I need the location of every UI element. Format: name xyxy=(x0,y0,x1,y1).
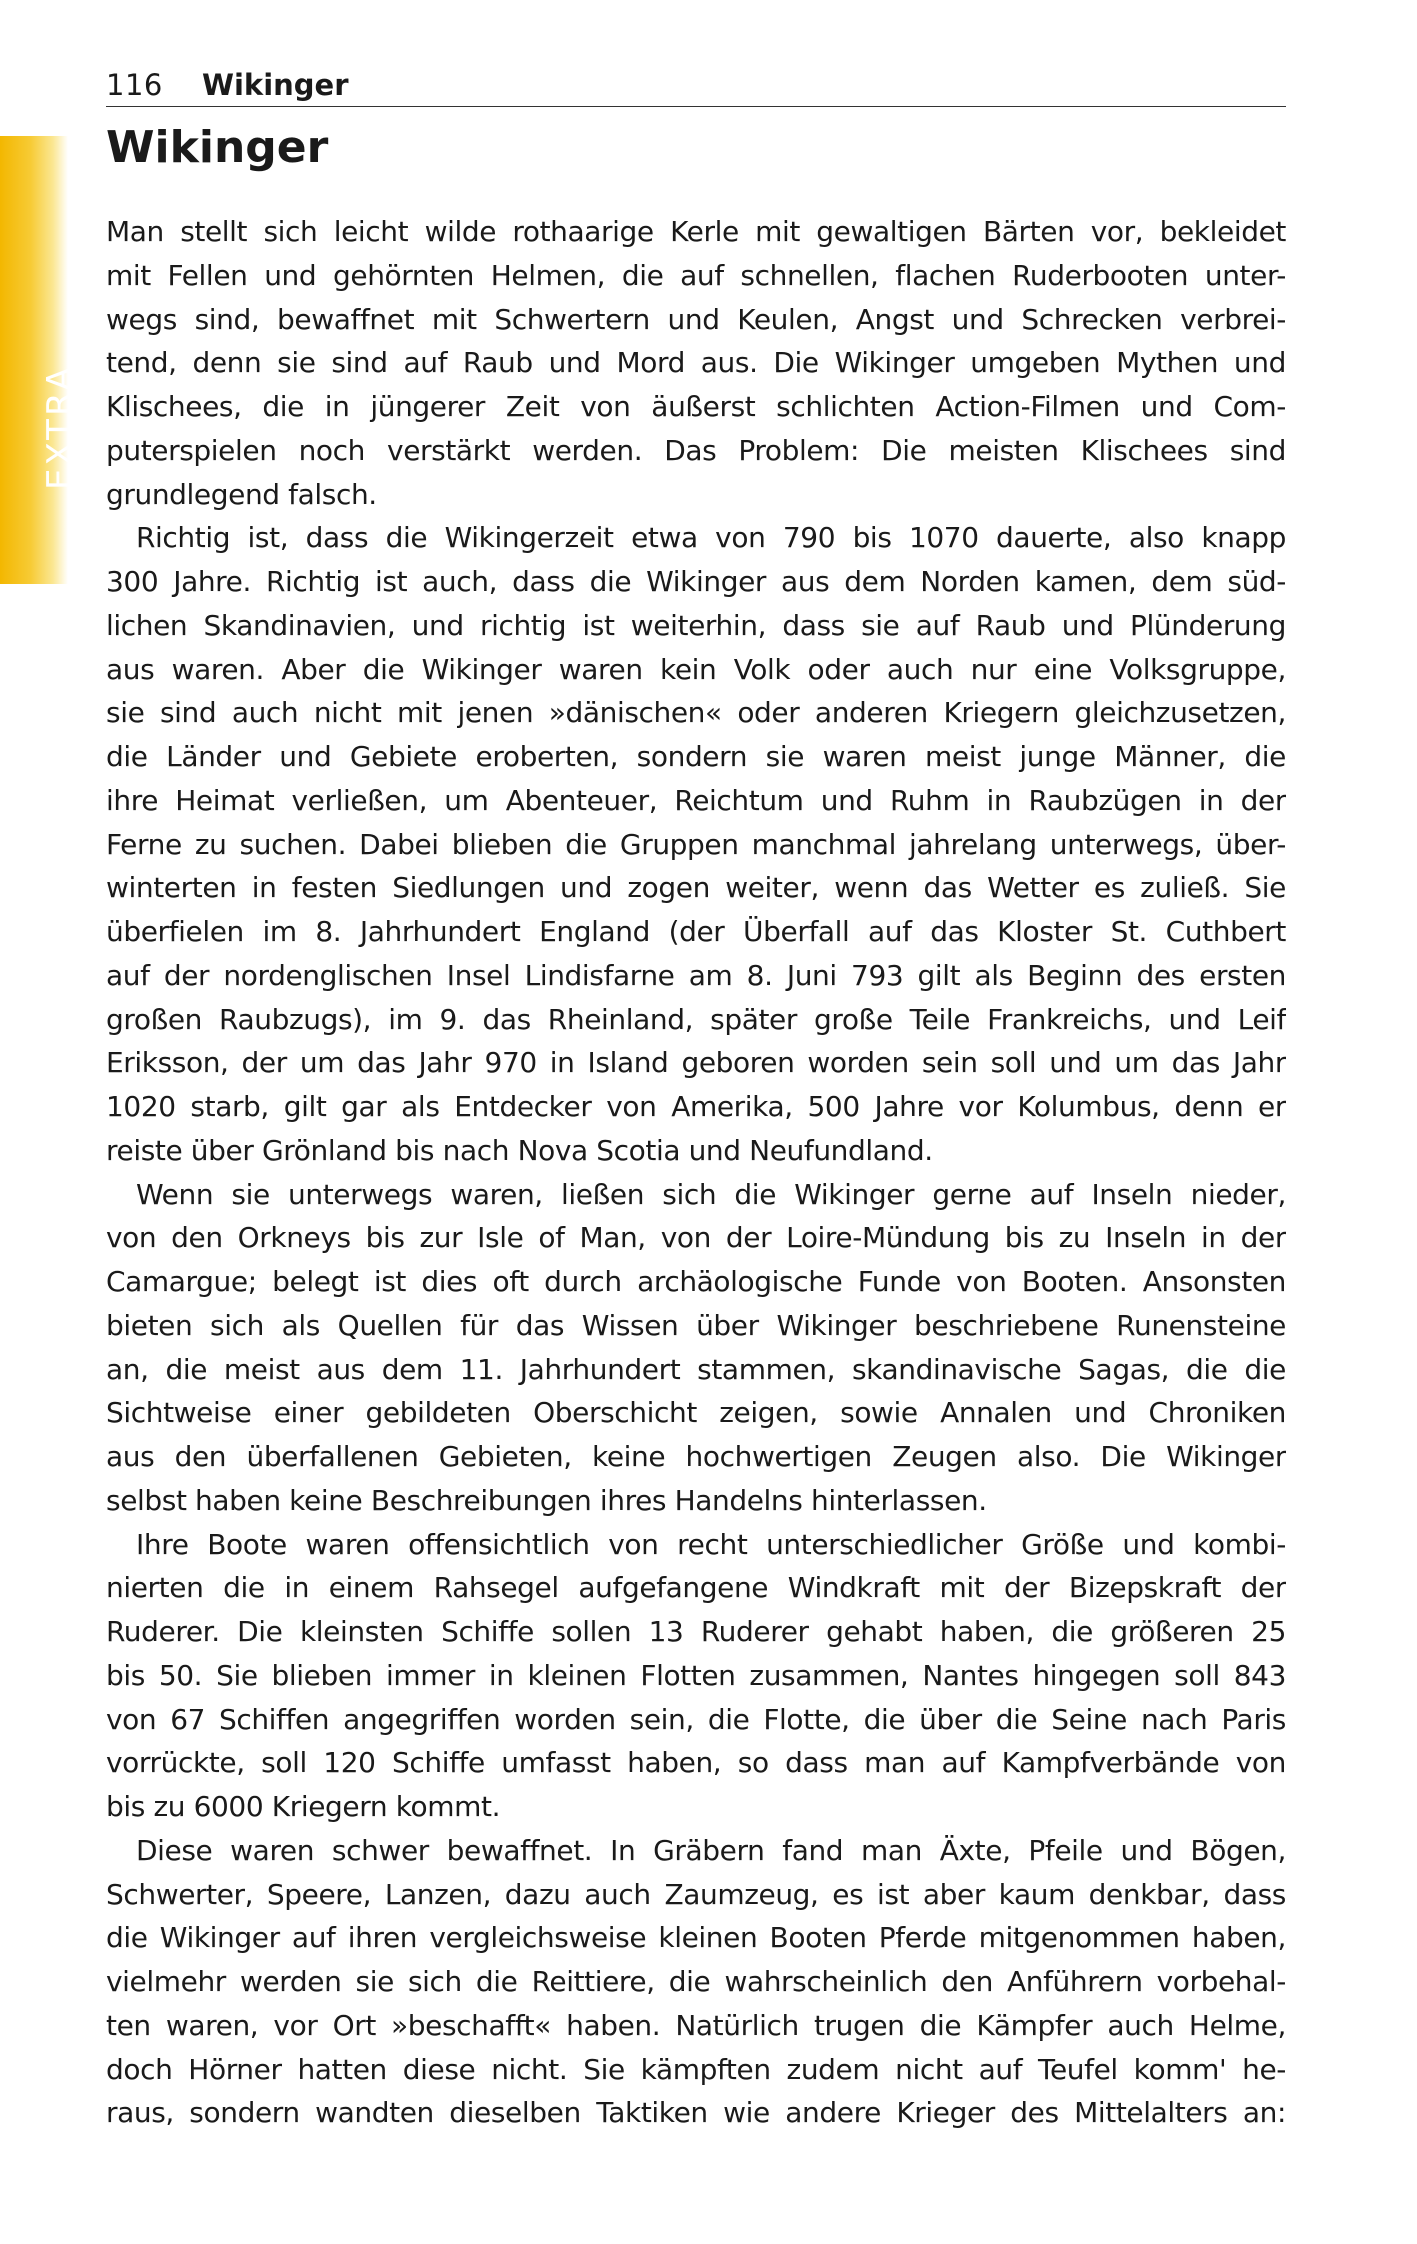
text-line: Man stellt sich leicht wilde rothaarige Kerle mit gewaltigen Bärten vor, bekleidet xyxy=(106,215,1286,248)
text-line: Eriksson, der um das Jahr 970 in Island geboren worden sein soll und um das Jahr xyxy=(106,1046,1286,1080)
text-line: puterspielen noch verstärkt werden. Das Problem: Die meisten Klischees sind xyxy=(106,433,1286,467)
text-line: vorrückte, soll 120 Schiffe umfasst haben, so dass man auf Kampfverbände von xyxy=(106,1746,1286,1780)
text-line: an, die meist aus dem 11. Jahrhundert stammen, skandinavische Sagas, die die xyxy=(106,1352,1286,1386)
running-head xyxy=(106,64,1286,107)
text-line: sie sind auch nicht mit jenen »dänischen« oder anderen Kriegern gleichzusetzen, xyxy=(106,696,1286,730)
text-line: mit Fellen und gehörnten Helmen, die auf schnellen, flachen Ruderbooten unter- xyxy=(106,258,1286,292)
text-line: aus den überfallenen Gebieten, keine hochwertigen Zeugen also. Die Wikinger xyxy=(106,1440,1286,1473)
text-line: Ferne zu suchen. Dabei blieben die Gruppen manchmal jahrelang unterwegs, über- xyxy=(106,827,1286,861)
text-line: wegs sind, bewaffnet mit Schwertern und Keulen, Angst und Schrecken verbrei- xyxy=(106,302,1286,336)
text-line: Diese waren schwer bewaffnet. In Gräbern fand man Äxte, Pfeile und Bögen, xyxy=(136,1833,1286,1867)
text-line: 1020 starb, gilt gar als Entdecker von Amerika, 500 Jahre vor Kolumbus, denn er xyxy=(106,1090,1286,1123)
text-line: grundlegend falsch. xyxy=(106,477,377,511)
article-body xyxy=(106,210,1286,2135)
text-line: winterten in festen Siedlungen und zogen weiter, wenn das Wetter es zuließ. Sie xyxy=(106,871,1286,905)
text-line: Schwerter, Speere, Lanzen, dazu auch Zaumzeug, es ist aber kaum denkbar, dass xyxy=(106,1877,1286,1911)
text-line: raus, sondern wandten dieselben Taktiken wie andere Krieger des Mittelalters an: xyxy=(106,2096,1286,2130)
text-line: aus waren. Aber die Wikinger waren kein Volk oder auch nur eine Volksgruppe, xyxy=(106,652,1286,686)
section-title: Wikinger xyxy=(106,122,329,173)
text-line: Camargue; belegt ist dies oft durch archäologische Funde von Booten. Ansonsten xyxy=(106,1265,1286,1298)
text-line: lichen Skandinavien, und richtig ist weiterhin, dass sie auf Raub und Plünderung xyxy=(106,608,1286,642)
text-line: großen Raubzugs), im 9. das Rheinland, später große Teile Frankreichs, und Leif xyxy=(106,1002,1286,1036)
text-line: von den Orkneys bis zur Isle of Man, von der Loire-Mündung bis zu Inseln in der xyxy=(106,1221,1286,1255)
text-line: bis 50. Sie blieben immer in kleinen Flotten zusammen, Nantes hingegen soll 843 xyxy=(106,1658,1286,1692)
text-line: auf der nordenglischen Insel Lindisfarne am 8. Juni 793 gilt als Beginn des ersten xyxy=(106,958,1286,992)
text-line: tend, denn sie sind auf Raub und Mord aus. Die Wikinger umgeben Mythen und xyxy=(106,346,1286,380)
running-title: Wikinger xyxy=(202,68,349,102)
text-line: Ihre Boote waren offensichtlich von recht unterschiedlicher Größe und kombi- xyxy=(136,1527,1286,1561)
text-line: doch Hörner hatten diese nicht. Sie kämpften zudem nicht auf Teufel komm' he- xyxy=(106,2052,1286,2086)
text-line: Ruderer. Die kleinsten Schiffe sollen 13 Ruderer gehabt haben, die größeren 25 xyxy=(106,1615,1286,1648)
text-line: Richtig ist, dass die Wikingerzeit etwa von 790 bis 1070 dauerte, also knapp xyxy=(136,521,1286,555)
text-line: Sichtweise einer gebildeten Oberschicht zeigen, sowie Annalen und Chroniken xyxy=(106,1396,1286,1430)
text-line: selbst haben keine Beschreibungen ihres Handelns hinterlassen. xyxy=(106,1483,987,1517)
text-line: bis zu 6000 Kriegern kommt. xyxy=(106,1790,501,1823)
text-line: ten waren, vor Ort »beschafft« haben. Natürlich trugen die Kämpfer auch Helme, xyxy=(106,2008,1286,2042)
text-line: von 67 Schiffen angegriffen worden sein, die Flotte, die über die Seine nach Paris xyxy=(106,1702,1286,1736)
text-line: ihre Heimat verließen, um Abenteuer, Reichtum und Ruhm in Raubzügen in der xyxy=(106,783,1286,817)
text-line: 300 Jahre. Richtig ist auch, dass die Wikinger aus dem Norden kamen, dem süd- xyxy=(106,565,1286,598)
text-line: überfielen im 8. Jahrhundert England (der Überfall auf das Kloster St. Cuthbert xyxy=(106,915,1286,948)
text-line: vielmehr werden sie sich die Reittiere, die wahrscheinlich den Anführern vorbehal- xyxy=(106,1965,1286,1998)
text-line: die Länder und Gebiete eroberten, sondern sie waren meist junge Männer, die xyxy=(106,740,1286,773)
text-line: reiste über Grönland bis nach Nova Scotia und Neufundland. xyxy=(106,1133,933,1167)
text-line: nierten die in einem Rahsegel aufgefangene Windkraft mit der Bizepskraft der xyxy=(106,1571,1286,1605)
text-line: die Wikinger auf ihren vergleichsweise kleinen Booten Pferde mitgenommen haben, xyxy=(106,1921,1286,1955)
extra-side-tab xyxy=(0,136,68,584)
text-line: Wenn sie unterwegs waren, ließen sich die Wikinger gerne auf Inseln nieder, xyxy=(136,1177,1286,1211)
page-number: 116 xyxy=(106,68,163,102)
text-line: Klischees, die in jüngerer Zeit von äußerst schlichten Action-Filmen und Com- xyxy=(106,390,1286,423)
extra-tab-label: EXTRA xyxy=(40,364,80,490)
text-line: bieten sich als Quellen für das Wissen über Wikinger beschriebene Runensteine xyxy=(106,1308,1286,1342)
